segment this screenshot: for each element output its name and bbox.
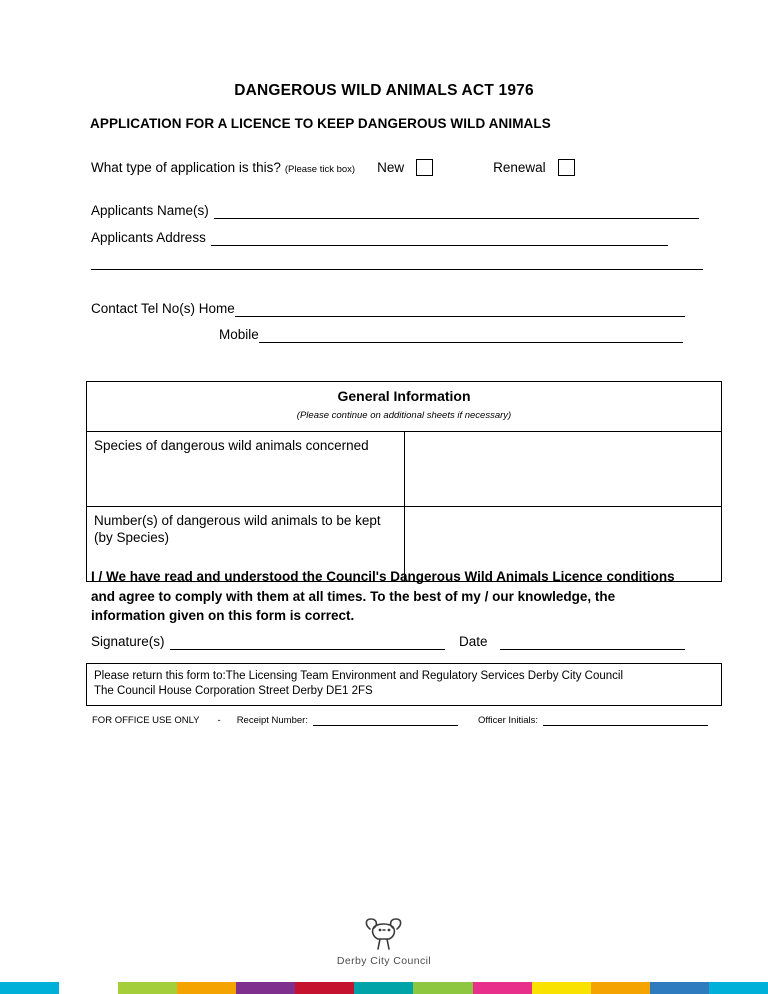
applicants-name-field[interactable]	[91, 202, 699, 219]
general-information-table	[86, 381, 722, 582]
contact-tel-mobile-field[interactable]	[219, 326, 683, 343]
signature-input[interactable]	[170, 636, 445, 650]
signature-field[interactable]	[91, 633, 445, 650]
date-input[interactable]	[500, 636, 685, 650]
option-new-label: New	[377, 160, 405, 175]
contact-tel-home-input[interactable]	[235, 303, 685, 317]
contact-tel-mobile-input[interactable]	[259, 329, 683, 343]
option-renewal-label: Renewal	[493, 160, 546, 175]
color-strip-segment	[236, 982, 295, 994]
office-use-row	[92, 714, 722, 726]
color-strip-segment	[473, 982, 532, 994]
application-type-row	[91, 159, 691, 176]
table-row	[87, 432, 722, 507]
applicants-name-input[interactable]	[214, 205, 699, 219]
officer-initials-input[interactable]	[543, 714, 708, 726]
date-field[interactable]	[459, 633, 685, 650]
contact-tel-home-label: Contact Tel No(s) Home	[91, 301, 235, 316]
return-address-line1: Please return this form to:The Licensing Team Environment and Regulatory Services Derby City Council	[94, 670, 624, 682]
general-information-heading-note: (Please continue on additional sheets if necessary)	[296, 410, 512, 421]
page-title: DANGEROUS WILD ANIMALS ACT 1976	[234, 82, 534, 99]
color-strip-segment	[0, 982, 59, 994]
contact-tel-mobile-label: Mobile	[219, 327, 259, 342]
footer-color-strip	[0, 982, 768, 994]
color-strip-segment	[177, 982, 236, 994]
application-type-question: What type of application is this?	[91, 160, 281, 175]
applicants-address-label: Applicants Address	[91, 230, 206, 245]
color-strip-segment	[59, 982, 118, 994]
color-strip-segment	[354, 982, 413, 994]
species-row-input[interactable]	[404, 432, 722, 507]
receipt-number-input[interactable]	[313, 714, 458, 726]
office-use-dash: -	[217, 715, 221, 726]
general-information-header-cell	[87, 382, 722, 432]
color-strip-segment	[118, 982, 177, 994]
receipt-number-label: Receipt Number:	[236, 715, 308, 726]
applicants-name-label: Applicants Name(s)	[91, 203, 209, 218]
signature-label: Signature(s)	[91, 634, 165, 649]
application-type-option-new[interactable]	[377, 159, 433, 176]
color-strip-segment	[650, 982, 709, 994]
numbers-row-label: Number(s) of dangerous wild animals to be kept (by Species)	[87, 507, 405, 582]
checkbox-new[interactable]	[416, 159, 433, 176]
return-address-box	[86, 663, 722, 706]
applicants-address-field[interactable]	[91, 229, 668, 246]
date-label: Date	[459, 634, 488, 649]
footer-logo	[0, 916, 768, 967]
derby-ram-logo-icon	[356, 916, 412, 952]
color-strip-segment	[709, 982, 768, 994]
application-type-option-renewal[interactable]	[493, 159, 575, 176]
organisation-name: Derby City Council	[336, 955, 432, 967]
species-row-label: Species of dangerous wild animals concerned	[87, 432, 405, 507]
table-header-row	[87, 382, 722, 432]
applicants-address-field-line2[interactable]	[91, 256, 703, 270]
color-strip-segment	[591, 982, 650, 994]
checkbox-renewal[interactable]	[558, 159, 575, 176]
return-address-line2: The Council House Corporation Street Derby DE1 2FS	[94, 685, 373, 697]
color-strip-segment	[413, 982, 472, 994]
applicants-address-input[interactable]	[211, 232, 668, 246]
contact-tel-home-field[interactable]	[91, 300, 685, 317]
application-type-hint: (Please tick box)	[284, 164, 356, 175]
officer-initials-label: Officer Initials:	[477, 715, 538, 726]
declaration-text: I / We have read and understood the Council's Dangerous Wild Animals Licence conditions and agree to comply with them at all times. To the best of my / our knowledge, the information given on this form is correct.	[91, 569, 675, 623]
general-information-heading: General Information	[337, 388, 471, 404]
applicants-address-input-line2[interactable]	[91, 256, 703, 270]
office-use-title: FOR OFFICE USE ONLY	[92, 715, 200, 726]
color-strip-segment	[295, 982, 354, 994]
color-strip-segment	[532, 982, 591, 994]
page-subtitle: APPLICATION FOR A LICENCE TO KEEP DANGEROUS WILD ANIMALS	[90, 116, 551, 131]
